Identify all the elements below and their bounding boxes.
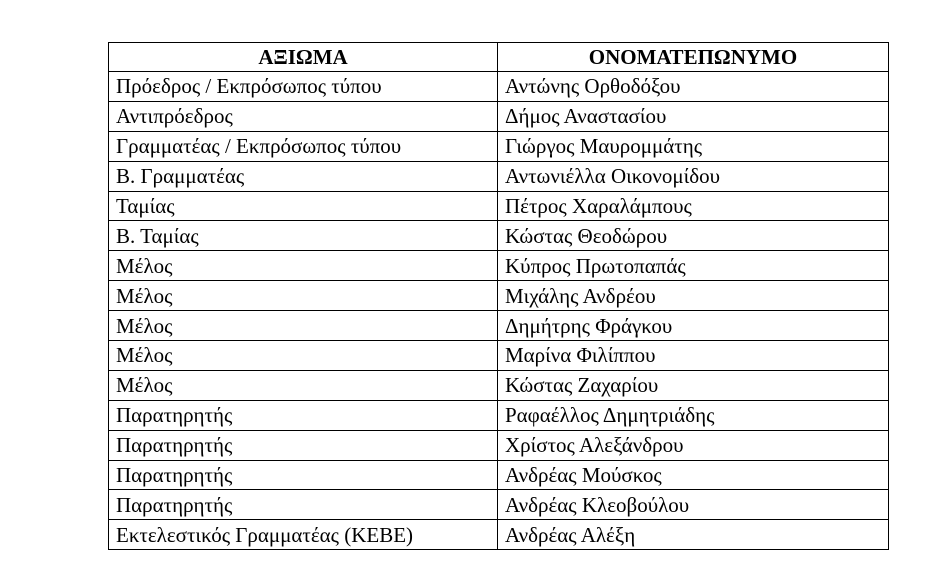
board-members-table — [108, 42, 889, 550]
position-cell: Παρατηρητής — [109, 490, 498, 520]
table-row — [109, 400, 889, 430]
name-cell: Κώστας Ζαχαρίου — [498, 370, 889, 400]
position-column-header: ΑΞΙΩΜΑ — [109, 43, 498, 72]
table-body — [109, 72, 889, 550]
name-cell: Μαρίνα Φιλίππου — [498, 341, 889, 371]
name-cell: Δήμος Αναστασίου — [498, 101, 889, 131]
position-cell: Γραμματέας / Εκπρόσωπος τύπου — [109, 131, 498, 161]
name-cell: Ανδρέας Κλεοβούλου — [498, 490, 889, 520]
table-row — [109, 161, 889, 191]
table-row — [109, 72, 889, 102]
position-cell: Ταμίας — [109, 191, 498, 221]
position-cell: Μέλος — [109, 341, 498, 371]
name-cell: Χρίστος Αλεξάνδρου — [498, 430, 889, 460]
position-cell: Β. Ταμίας — [109, 221, 498, 251]
position-cell: Μέλος — [109, 370, 498, 400]
table-row — [109, 131, 889, 161]
table-row — [109, 370, 889, 400]
name-cell: Μιχάλης Ανδρέου — [498, 281, 889, 311]
name-cell: Κώστας Θεοδώρου — [498, 221, 889, 251]
position-cell: Μέλος — [109, 311, 498, 341]
name-cell: Ραφαέλλος Δημητριάδης — [498, 400, 889, 430]
name-cell: Ανδρέας Μούσκος — [498, 460, 889, 490]
table-row — [109, 191, 889, 221]
table-row — [109, 490, 889, 520]
name-cell: Αντώνης Ορθοδόξου — [498, 72, 889, 102]
name-cell: Ανδρέας Αλέξη — [498, 520, 889, 550]
position-cell: Μέλος — [109, 281, 498, 311]
position-cell: Παρατηρητής — [109, 460, 498, 490]
name-cell: Κύπρος Πρωτοπαπάς — [498, 251, 889, 281]
name-cell: Γιώργος Μαυρομμάτης — [498, 131, 889, 161]
table-row — [109, 251, 889, 281]
position-cell: Παρατηρητής — [109, 430, 498, 460]
position-cell: Παρατηρητής — [109, 400, 498, 430]
table-row — [109, 281, 889, 311]
table-row — [109, 101, 889, 131]
table-header — [109, 43, 889, 72]
full-name-column-header: ΟΝΟΜΑΤΕΠΩΝΥΜΟ — [498, 43, 889, 72]
name-cell: Πέτρος Χαραλάμπους — [498, 191, 889, 221]
table-row — [109, 430, 889, 460]
position-cell: Αντιπρόεδρος — [109, 101, 498, 131]
name-cell: Δημήτρης Φράγκου — [498, 311, 889, 341]
position-cell: Πρόεδρος / Εκπρόσωπος τύπου — [109, 72, 498, 102]
header-row — [109, 43, 889, 72]
position-cell: Β. Γραμματέας — [109, 161, 498, 191]
table-row — [109, 520, 889, 550]
position-cell: Εκτελεστικός Γραμματέας (ΚΕΒΕ) — [109, 520, 498, 550]
table-row — [109, 311, 889, 341]
name-cell: Αντωνιέλλα Οικονομίδου — [498, 161, 889, 191]
table-row — [109, 221, 889, 251]
table-row — [109, 341, 889, 371]
position-cell: Μέλος — [109, 251, 498, 281]
table-row — [109, 460, 889, 490]
